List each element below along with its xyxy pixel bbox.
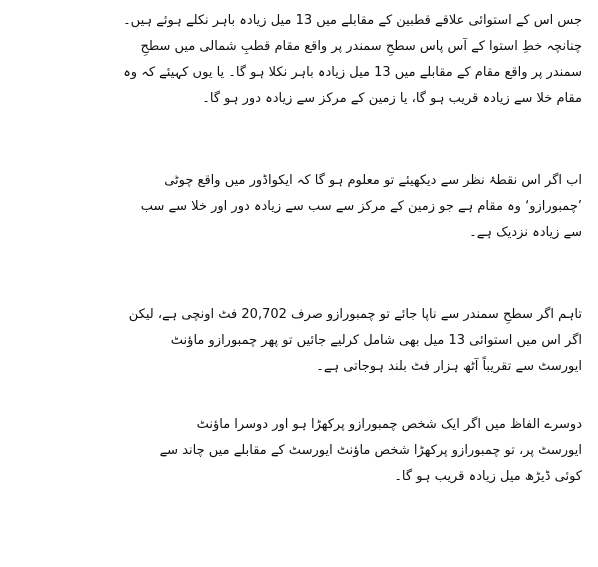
paragraph-chimborazo-point [92,168,582,246]
paragraph-equatorial-bulge [92,8,582,112]
text-line: ’چمبورازو‘ وہ مقام ہے جو زمین کے مرکز سے سب سے زیادہ دور اور خلا سے سب [140,199,582,214]
text-line: جس اس کے استوائی علاقے قطبین کے مقابلے میں 13 میل زیادہ باہر نکلے ہوئے ہیں۔ [123,13,582,28]
text-line: کوئی ڈیڑھ میل زیادہ قریب ہو گا۔ [394,469,582,484]
text-line: تاہم اگر سطحِ سمندر سے ناپا جائے تو چمبورازو صرف 20,702 فٹ اونچی ہے، لیکن [128,307,582,322]
text-line: اگر اس میں استوائی 13 میل بھی شامل کرلیے جائیں تو پھر چمبورازو ماؤنٹ [170,333,582,348]
text-line: دوسرے الفاظ میں اگر ایک شخص چمبورازو پرکھڑا ہو اور دوسرا ماؤنٹ [196,417,582,432]
text-line: اب اگر اس نقطۂ نظر سے دیکھیئے تو معلوم ہو گا کہ ایکواڈور میں واقع چوٹی [164,173,582,188]
paragraph-height-comparison [92,302,582,380]
text-line: مقام خلا سے زیادہ قریب ہو گا، یا زمین کے مرکز سے زیادہ دور ہو گا۔ [202,91,582,106]
text-line: ایورسٹ سے تقریباً آٹھ ہزار فٹ بلند ہوجاتی ہے۔ [316,359,582,374]
text-line: ایورسٹ پر، تو چمبورازو پرکھڑا شخص ماؤنٹ ایورسٹ کے مقابلے میں چاند سے [159,443,582,458]
text-line: سمندر پر واقع مقام کے مقابلے میں 13 میل زیادہ باہر نکلا ہو گا۔ یا یوں کہیئے کہ وہ [123,65,582,80]
text-line: سے زیادہ نزدیک ہے۔ [469,225,582,240]
text-line: چنانچہ خطِ استوا کے آس پاس سطحِ سمندر پر واقع مقام قطبِ شمالی میں سطحِ [140,39,582,54]
paragraph-moon-distance [92,412,582,490]
